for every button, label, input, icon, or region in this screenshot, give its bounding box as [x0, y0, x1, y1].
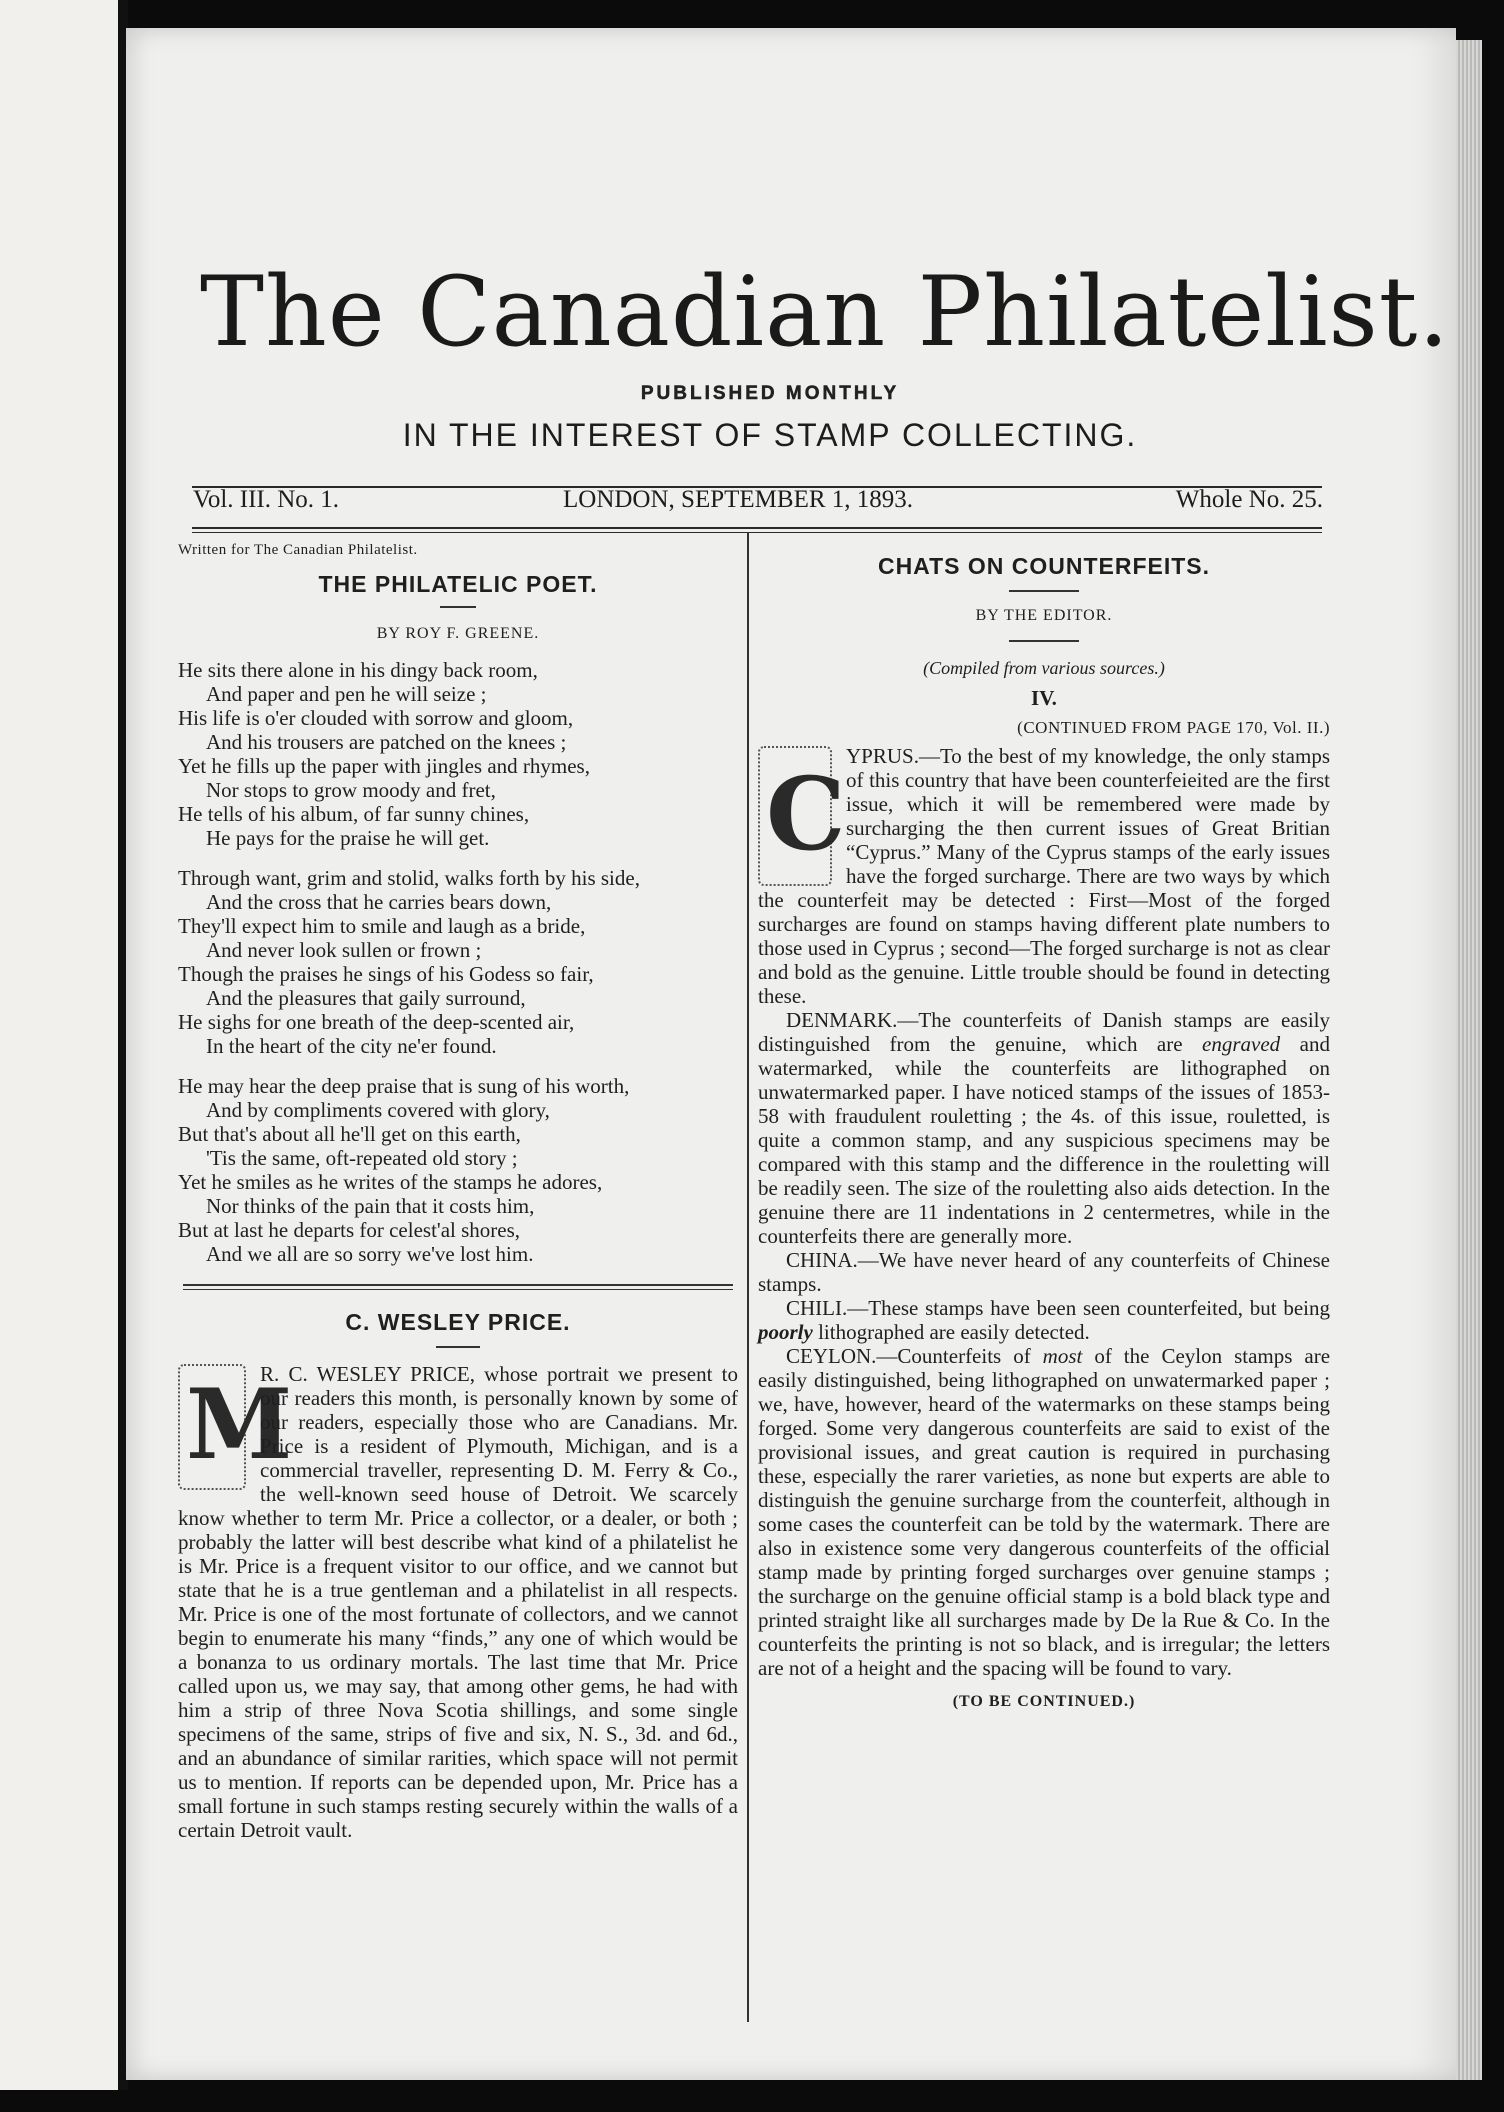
issue-rule — [192, 527, 1322, 529]
china-paragraph: CHINA.—We have never heard of any counterfeits of Chinese stamps. — [758, 1248, 1330, 1296]
poem-line: And the cross that he carries bears down, — [206, 890, 552, 914]
poem-line: And never look sullen or frown ; — [206, 938, 482, 962]
poem-line: And paper and pen he will seize ; — [206, 682, 487, 706]
poem-line: Through want, grim and stolid, walks forth by his side, — [178, 866, 640, 890]
poem-line: But at last he departs for celest'al shores, — [178, 1218, 521, 1242]
part-number: IV. — [1031, 686, 1057, 710]
page-stack-edges — [1456, 40, 1482, 2080]
denmark-emphasis: engraved — [1202, 1032, 1281, 1056]
issue-rule-thin — [192, 532, 1322, 533]
masthead-subtitle: IN THE INTEREST OF STAMP COLLECTING. — [402, 417, 1138, 453]
dropcap-m: M — [178, 1364, 246, 1490]
counterfeits-byline: BY THE EDITOR. — [975, 607, 1113, 624]
counterfeits-title: CHATS ON COUNTERFEITS. — [877, 553, 1211, 579]
issue-line — [193, 486, 1323, 526]
left-column — [178, 534, 738, 1842]
price-title: C. WESLEY PRICE. — [345, 1309, 571, 1335]
published-monthly: PUBLISHED MONTHLY — [640, 383, 900, 404]
poem-line: And his trousers are patched on the knees ; — [206, 730, 567, 754]
title-rule — [440, 606, 476, 608]
compiled-note: (Compiled from various sources.) — [923, 658, 1165, 678]
poem-line: His life is o'er clouded with sorrow and gloom, — [178, 706, 574, 730]
poem-line: Yet he fills up the paper with jingles and rhymes, — [178, 754, 590, 778]
poem-line: Yet he smiles as he writes of the stamps he adores, — [178, 1170, 603, 1194]
ceylon-emphasis: most — [1042, 1344, 1083, 1368]
right-column — [748, 534, 1330, 1714]
stanza — [178, 1074, 738, 1266]
denmark-text-a: DENMARK.—The counterfeits of Danish stamps are easily distinguished from the genuine, which are — [758, 1008, 1330, 1056]
ceylon-text-a: CEYLON.—Counterfeits of — [786, 1344, 1031, 1368]
title-rule — [1009, 590, 1079, 592]
section-rule — [183, 1284, 733, 1286]
denmark-paragraph — [758, 1008, 1330, 1248]
byline-rule — [1009, 640, 1079, 642]
price-lead — [178, 1362, 738, 1842]
section-rule-thin — [183, 1289, 733, 1290]
poem-line: In the heart of the city ne'er found. — [206, 1034, 497, 1058]
dropcap-c: C — [758, 746, 832, 886]
counterfeits-article — [758, 744, 1330, 1680]
denmark-text-b: and watermarked, while the counterfeits are lithographed on unwatermarked paper. I have noticed stamps of the issues of 1853-58 with fraudulent rouletting ; the 4s. of this issue, rouletted, is quite a common stamp, and any suspicious specimens may be compared with this stamp and the difference in the rouletting will be readily seen. The size of the rouletting also aids detection. In the genuine there are 11 indentations in 2 centermetres, while in the counterfeits there are generally more. — [758, 1032, 1330, 1248]
poem-line: He sits there alone in his dingy back room, — [178, 658, 538, 682]
poem-title: THE PHILATELIC POET. — [318, 571, 598, 597]
ceylon-paragraph — [758, 1344, 1330, 1680]
lead-text: R. C. WESLEY PRICE, whose portrait we present to our readers this month, is personally known by some of our readers, especially those who are Canadians. — [260, 1362, 738, 1434]
masthead-title: The Canadian Philatelist. — [200, 256, 1450, 368]
whole-number: Whole No. 25. — [1175, 486, 1323, 513]
poem-line: He pays for the praise he will get. — [206, 826, 490, 850]
poem-body — [178, 658, 738, 1266]
cyprus-paragraph: YPRUS.—To the best of my knowledge, the only stamps of this country that have been counterfeieited are the first issue, which it will be remembered were made by surcharging the then current issues of Great Britian “Cyprus.” Many of the Cyprus stamps of the early issues have the forged surcharge. There are two ways by which the counterfeit may be detected : First—Most of the forged surcharges are found on stamps having different plate numbers to those used in Cyprus ; second—The forged surcharge is not as clear and bold as the genuine. Little trouble should be found in detecting these. — [758, 744, 1330, 1008]
chili-emphasis: poorly — [758, 1320, 813, 1344]
scan-border — [0, 2090, 1504, 2112]
ceylon-text-b: of the Ceylon stamps are easily distinguished, being lithographed on unwatermarked paper ; we, have, however, heard of the watermarks on these stamps being forged. Some very dangerous counterfeits are said to exist of the provisional issues, and great caution is required in purchasing these, especially the rarer varieties, as none but experts are able to distinguish the genuine surcharge from the counterfeit, although in some cases the counterfeit can be told by the watermark. There are also in existence some very dangerous counterfeits of the official stamp made by printing forged surcharges over genuine stamps ; the surcharge on the genuine official stamp is a bold black type and printed straight like all surcharges made by De la Rue & Co. In the counterfeits the printing is not so black, and is irregular; the letters are not of a height and the spacing will be found to vary. — [758, 1344, 1331, 1680]
poem-line: Nor thinks of the pain that it costs him, — [206, 1194, 535, 1218]
poem-line: Nor stops to grow moody and fret, — [206, 778, 496, 802]
facing-page-edge — [0, 0, 118, 2090]
poem-line: And the pleasures that gaily surround, — [206, 986, 526, 1010]
poem-byline: BY ROY F. GREENE. — [376, 625, 540, 642]
poem-line: And by compliments covered with glory, — [206, 1098, 550, 1122]
volume-number: Vol. III. No. 1. — [193, 486, 340, 513]
issue-date: LONDON, SEPTEMBER 1, 1893. — [563, 486, 914, 513]
price-article — [178, 1362, 738, 1842]
poem-line: 'Tis the same, oft-repeated old story ; — [206, 1146, 518, 1170]
poem-line: They'll expect him to smile and laugh as a bride, — [178, 914, 586, 938]
body-text: Mr. Price is a resident of Plymouth, Michigan, and is a commercial traveller, representing D. M. Ferry & Co., the well-known seed house of Detroit. We scarcely know whether to term Mr. Price a collector, or a dealer, or both ; probably the latter will best describe what kind of a philatelist he is Mr. Price is a frequent visitor to our office, and we cannot but state that he is a true gentleman and a philatelist in all respects. Mr. Price is one of the most fortunate of collectors, and we cannot begin to enumerate his many “finds,” any one of which would be a bonanza to us ordinary mortals. The last time that Mr. Price called upon us, we may say, that among other gems, he had with him a strip of three Nova Scotia shillings, and some single specimens of the same, strips of five and six, N. S., 3d. and 6d., and an abundance of similar rarities, which space will not permit us to mention. If reports can be depended upon, Mr. Price has a small fortune in such stamps resting securely within the walls of a certain Detroit vault. — [178, 1410, 739, 1842]
stanza — [178, 866, 738, 1058]
chili-paragraph — [758, 1296, 1330, 1344]
written-for: Written for The Canadian Philatelist. — [178, 542, 418, 558]
chili-text-a: CHILI.—These stamps have been seen counterfeited, but being — [786, 1296, 1330, 1320]
chili-text-b: lithographed are easily detected. — [818, 1320, 1090, 1344]
poem-line: And we all are so sorry we've lost him. — [206, 1242, 534, 1266]
poem-line: Though the praises he sings of his Godess so fair, — [178, 962, 594, 986]
title-rule — [436, 1346, 480, 1348]
poem-line: But that's about all he'll get on this earth, — [178, 1122, 521, 1146]
poem-line: He sighs for one breath of the deep-scented air, — [178, 1010, 575, 1034]
to-be-continued: (TO BE CONTINUED.) — [952, 1693, 1136, 1710]
poem-line: He tells of his album, of far sunny chines, — [178, 802, 530, 826]
continued-from: (CONTINUED FROM PAGE 170, Vol. II.) — [1017, 718, 1330, 737]
stanza — [178, 658, 738, 850]
poem-line: He may hear the deep praise that is sung of his worth, — [178, 1074, 630, 1098]
